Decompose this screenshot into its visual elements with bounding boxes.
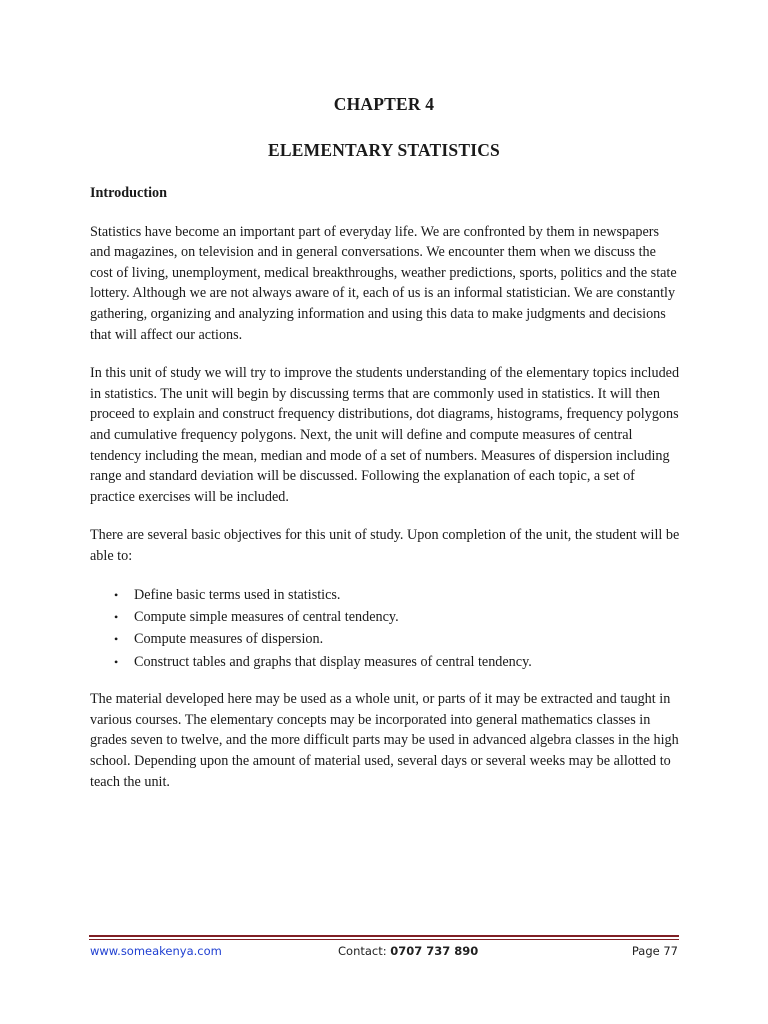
- list-item: [90, 607, 680, 628]
- footer-contact: [338, 944, 478, 958]
- list-item: [90, 585, 680, 606]
- objective-text: Compute measures of dispersion.: [134, 631, 324, 648]
- list-item: [90, 652, 680, 673]
- bullet-icon: •: [114, 609, 119, 624]
- contact-number: 0707 737 890: [390, 944, 479, 958]
- list-item: [90, 629, 680, 650]
- page-content: [90, 183, 680, 810]
- objective-text: Define basic terms used in statistics.: [134, 586, 341, 603]
- section-heading-introduction: Introduction: [90, 185, 167, 201]
- objectives-list: [90, 585, 680, 673]
- chapter-title: ELEMENTARY STATISTICS: [268, 140, 500, 160]
- contact-label: Contact:: [338, 944, 391, 958]
- bullet-icon: •: [114, 632, 119, 647]
- bullet-icon: •: [114, 654, 119, 669]
- paragraph-closing: The material developed here may be used as a whole unit, or parts of it may be extracted and taught in various courses. The elementary concepts may be incorporated into general mathematics classes in grades seven to twelve, and the more difficult parts may be used in advanced algebra classes in the high school. Depending upon the amount of material used, several days or several weeks may be allotted to teach the unit.: [90, 691, 679, 790]
- page-number: Page 77: [631, 944, 678, 958]
- chapter-number: CHAPTER 4: [333, 94, 435, 114]
- bullet-icon: •: [114, 587, 119, 602]
- paragraph-intro: Statistics have become an important part of everyday life. We are confronted by them in newspapers and magazines, on television and in general conversations. We encounter them when we discuss the cost of living, unemployment, medical breakthroughs, weather predictions, sports, politics and the state lottery. Although we are not always aware of it, each of us is an informal statistician. We are constantly gathering, organizing and analyzing information and using this data to make judgments and decisions that will affect our actions.: [90, 223, 677, 343]
- objective-text: Compute simple measures of central tendency.: [134, 608, 399, 625]
- objective-text: Construct tables and graphs that display measures of central tendency.: [134, 653, 532, 670]
- footer-divider-thick: [89, 935, 679, 937]
- footer-divider-thin: [89, 939, 679, 940]
- website-link[interactable]: www.someakenya.com: [90, 944, 222, 958]
- page-footer: [90, 944, 678, 962]
- paragraph-objectives-lead: There are several basic objectives for this unit of study. Upon completion of the unit, the student will be able to:: [90, 527, 680, 564]
- paragraph-unit-overview: In this unit of study we will try to improve the students understanding of the elementary topics included in statistics. The unit will begin by discussing terms that are commonly used in statistics. It will then proceed to explain and construct frequency distributions, dot diagrams, histograms, frequency polygons and cumulative frequency polygons. Next, the unit will define and compute measures of central tendency including the mean, median and mode of a set of numbers. Measures of dispersion including range and standard deviation will be discussed. Following the explanation of each topic, a set of practice exercises will be included.: [90, 365, 680, 505]
